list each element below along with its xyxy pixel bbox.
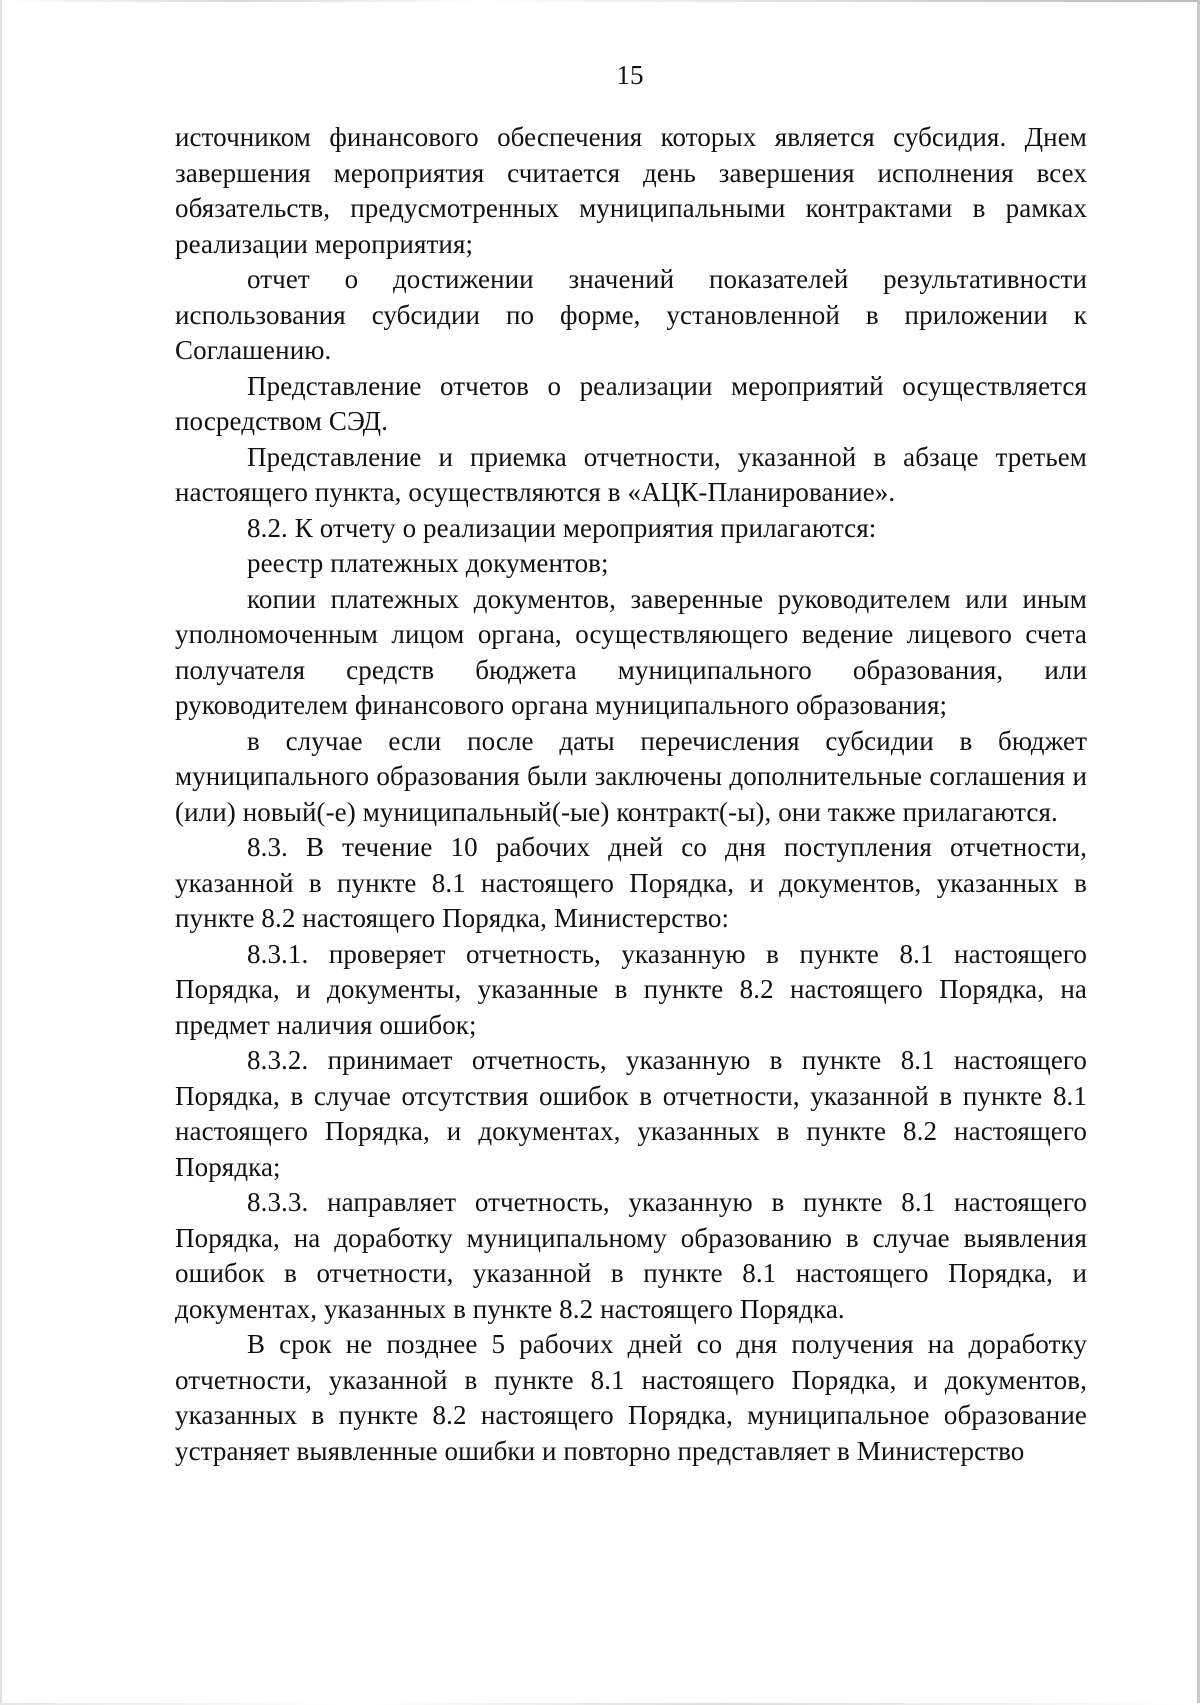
paragraph-ministry-review: 8.3. В течение 10 рабочих дней со дня поступления отчетности, указанной в пункте 8.1 настоящего Порядка, и документов, указанных в пункте 8.2 настоящего Порядка, Министерство: <box>175 832 1087 933</box>
scan-edge-top <box>0 0 1200 2</box>
page-number: 15 <box>616 60 644 90</box>
paragraph-resubmission-deadline: В срок не позднее 5 рабочих дней со дня получения на доработку отчетности, указанной в пункте 8.1 настоящего Порядка, и документов, указанных в пункте 8.2 настоящего Порядка, муниципальное образование устраняет выявленные ошибки и повторно представляет в Министерство <box>175 1329 1087 1466</box>
paragraph-return-for-revision: 8.3.3. направляет отчетность, указанную в пункте 8.1 настоящего Порядка, на доработку муниципальному образованию в случае выявления ошибок в отчетности, указанной в пункте 8.1 настоящего Порядка, и документах, указанных в пункте 8.2 настоящего Порядка. <box>175 1187 1087 1324</box>
paragraph-additional-agreements: в случае если после даты перечисления субсидии в бюджет муниципального образования были заключены дополнительные соглашения и (или) новый(-е) муниципальный(-ые) контракт(-ы), они также прилагаются. <box>175 725 1087 827</box>
paragraph-subsidy-source: источником финансового обеспечения которых является субсидия. Днем завершения мероприятия считается день завершения исполнения всех обязательств, предусмотренных муниципальными контрактами в рамках реализации мероприятия; <box>175 122 1087 259</box>
scan-edge-left <box>0 0 2 1705</box>
paragraph-check-errors: 8.3.1. проверяет отчетность, указанную в пункте 8.1 настоящего Порядка, и документы, указанные в пункте 8.2 настоящего Порядка, на предмет наличия ошибок; <box>175 938 1087 1040</box>
paragraph-accept-report: 8.3.2. принимает отчетность, указанную в пункте 8.1 настоящего Порядка, в случае отсутствия ошибок в отчетности, указанной в пункте 8.1 настоящего Порядка, и документах, указанных в пункте 8.2 настоящего Порядка; <box>175 1045 1087 1182</box>
paragraph-performance-report: отчет о достижении значений показателей результативности использования субсидии по форме, установленной в приложении к Соглашению. <box>175 264 1087 365</box>
paragraph-attachments-heading: 8.2. К отчету о реализации мероприятия прилагаются: <box>247 512 877 543</box>
document-body <box>175 120 1087 1469</box>
paragraph-reporting-channel: Представление отчетов о реализации мероприятий осуществляется посредством СЭД. <box>175 370 1087 436</box>
paragraph-payment-register: реестр платежных документов; <box>247 548 609 578</box>
paragraph-report-acceptance: Представление и приемка отчетности, указанной в абзаце третьем настоящего пункта, осуществляются в «АЦК-Планирование». <box>175 441 1087 507</box>
paragraph-payment-copies: копии платежных документов, заверенные руководителем или иным уполномоченным лицом органа, осуществляющего ведение лицевого счета получателя средств бюджета муниципального образования, или руководителем финансового органа муниципального образования; <box>175 583 1087 720</box>
